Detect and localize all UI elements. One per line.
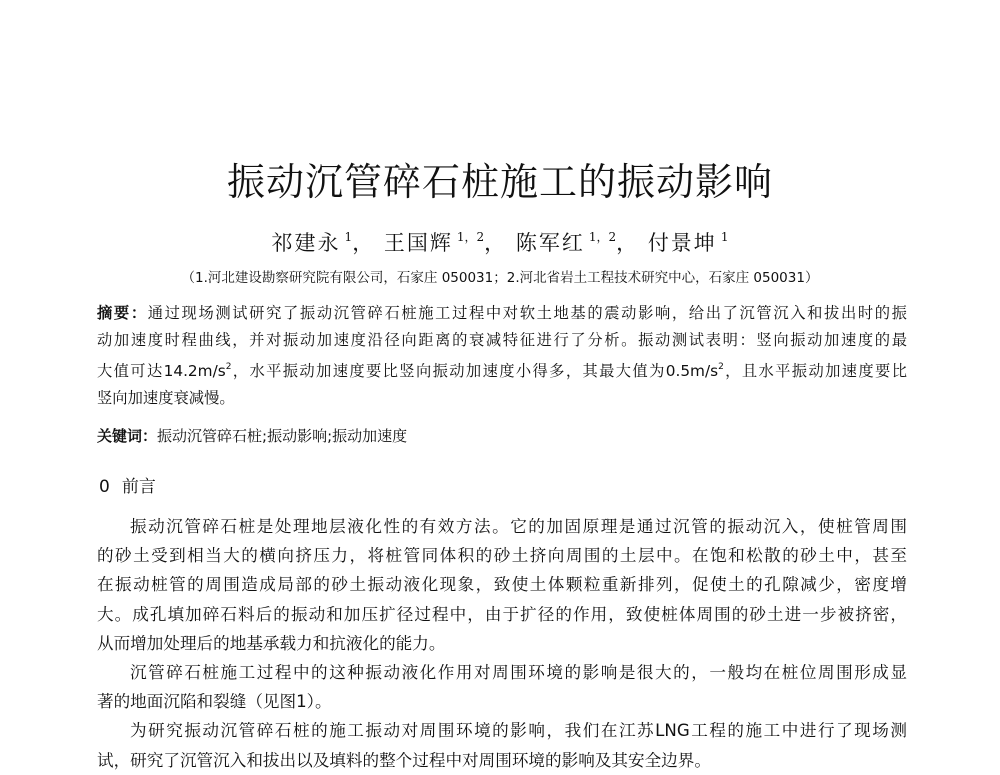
body-line: 的砂土受到相当大的横向挤压力，将桩管同体积的砂土挤向周围的土层中。在饱和松散的砂土中，甚至 [97, 546, 907, 566]
body-text [97, 512, 907, 775]
author-affil-mark: 1 [344, 230, 353, 244]
body-line: 在振动桩管的周围造成局部的砂土振动液化现象，致使土体颗粒重新排列，促使土的孔隙减少，密度增 [97, 575, 907, 595]
author-affil-mark: 1，2 [456, 230, 485, 244]
body-line: 为研究振动沉管碎石桩的施工振动对周围环境的影响，我们在江苏LNG工程的施工中进行了现场测 [130, 721, 907, 741]
section-number: 0 [99, 477, 110, 497]
paper-title: 振动沉管碎石桩施工的振动影响 [226, 160, 773, 204]
abstract-label: 摘要： [97, 304, 148, 322]
abstract [97, 300, 907, 412]
abstract-line: 动加速度时程曲线，并对振动加速度沿径向距离的衰减特征进行了分析。振动测试表明：竖向振动加速度的最 [97, 331, 907, 349]
body-line: 著的地面沉陷和裂缝（见图1）。 [97, 692, 332, 712]
body-line: 振动沉管碎石桩是处理地层液化性的有效方法。它的加固原理是通过沉管的振动沉入，使桩管周围 [130, 517, 907, 536]
keywords-text: 振动沉管碎石桩;振动影响;振动加速度 [157, 427, 408, 445]
author-affil-mark: 1 [720, 230, 729, 244]
author: 付景坤 $^1$ [647, 230, 729, 255]
affiliations: （1.河北建设勘察研究院有限公司，石家庄 050031；2.河北省岩土工程技术研究中心，石家庄 050031） [181, 270, 819, 286]
author-list [0, 223, 1000, 257]
author-affil-mark: 1，2 [588, 230, 617, 244]
keywords-label: 关键词： [97, 427, 158, 445]
abstract-line: 摘要：通过现场测试研究了振动沉管碎石桩施工过程中对软土地基的震动影响，给出了沉管沉入和拔出时的振 [97, 304, 907, 322]
author: 陈军红 $^{1,2}$， [515, 230, 640, 255]
section-title: 前言 [121, 477, 156, 497]
abstract-line: 竖向加速度衰减慢。 [97, 389, 235, 407]
body-line: 沉管碎石桩施工过程中的这种振动液化作用对周围环境的影响是很大的，一般均在桩位周围形成显 [130, 663, 907, 683]
body-line: 试，研究了沉管沉入和拔出以及填料的整个过程中对周围环境的影响及其安全边界。 [97, 750, 711, 770]
body-line: 从而增加处理后的地基承载力和抗液化的能力。 [97, 633, 446, 653]
section-heading [99, 475, 156, 499]
abstract-line: 大值可达$14.2m/s^2$，水平振动加速度要比竖向振动加速度小得多，其最大值为$0.5m/s^2$，且水平振动加速度要比 [97, 362, 907, 380]
author: 王国辉 $^{1,2}$， [383, 230, 508, 255]
keywords [97, 425, 407, 447]
author: 祁建永 $^1$， [271, 230, 376, 255]
body-line: 大。成孔填加碎石料后的振动和加压扩径过程中，由于扩径的作用，致使桩体周围的砂土进一步被挤密， [97, 604, 907, 624]
